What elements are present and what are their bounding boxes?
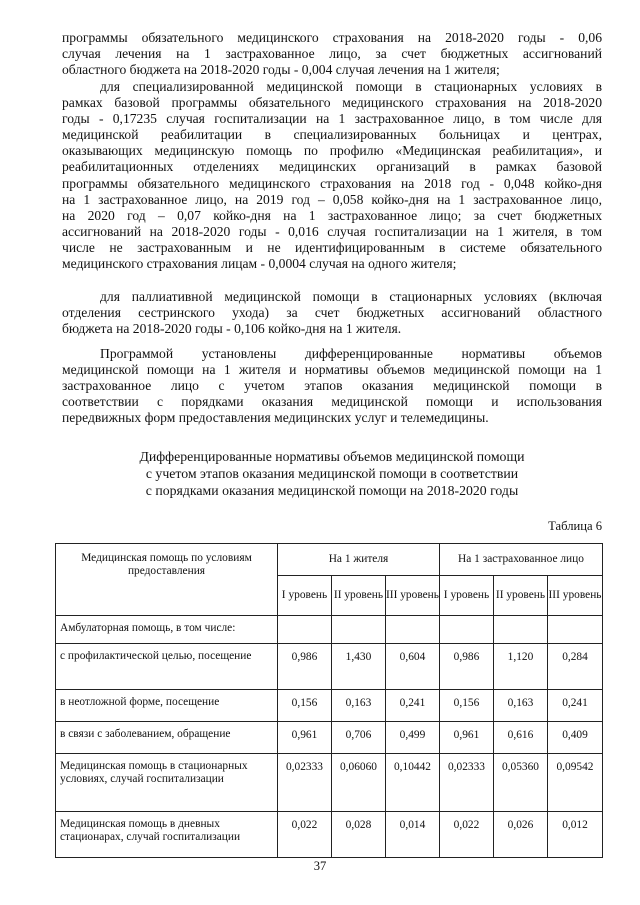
text-line: медицинской реабилитации в специализированных больницах и центрах, [62,127,602,143]
text-line: программы обязательного медицинского страхования на 2018-2020 годы - 0,06 [62,30,602,45]
cell-value: 0,06060 [332,754,386,812]
paragraph-program-standards [62,346,602,426]
text-line: программы обязательного медицинского страхования на 2018 год - 0,048 койко-дня [62,175,602,191]
table-row [56,722,603,754]
text-line: оказывающих медицинскую помощь по профилю «Медицинская реабилитация», и [62,143,602,159]
text-line: реабилитационных отделениях медицинских организаций в рамках базовой [62,159,602,175]
cell-value [386,616,440,644]
cell-value [548,616,603,644]
table-label: Таблица 6 [548,519,602,533]
cell-value: 0,022 [278,812,332,858]
cell-value [332,616,386,644]
column-group-per-resident: На 1 жителя [278,544,440,576]
cell-value: 0,02333 [440,754,494,812]
cell-value [440,616,494,644]
cell-value: 0,156 [440,690,494,722]
cell-value: 0,961 [278,722,332,754]
cell-value: 0,241 [548,690,603,722]
cell-value: 0,499 [386,722,440,754]
cell-value [494,616,548,644]
text-line: для специализированной медицинской помощи в стационарных условиях в [100,79,602,94]
text-line: ассигнований на 2018-2020 годы - 0,016 случая госпитализации на 1 жителя, в том [62,223,602,239]
paragraph-specialized-care [62,79,602,272]
cell-value: 0,028 [332,812,386,858]
text-line: медицинского страхования лицам - 0,0004 случая на одного жителя; [62,256,457,272]
cell-value: 0,09542 [548,754,603,812]
column-header-level: I уровень [278,576,332,616]
cell-value: 0,241 [386,690,440,722]
column-header-level: I уровень [440,576,494,616]
cell-value: 0,604 [386,644,440,690]
cell-value: 0,10442 [386,754,440,812]
cell-value: 0,284 [548,644,603,690]
column-header-level: II уровень [494,576,548,616]
text-line: числе не застрахованным и не идентифицированным в системе обязательного [62,239,602,255]
table-heading [62,448,602,499]
row-label: Амбулаторная помощь, в том числе: [56,616,278,644]
standards-table [55,543,603,858]
cell-value: 0,05360 [494,754,548,812]
cell-value: 0,409 [548,722,603,754]
cell-value: 0,026 [494,812,548,858]
cell-value: 0,163 [494,690,548,722]
row-label: в связи с заболеванием, обращение [56,722,278,754]
text-line: застрахованное лицо с учетом этапов оказания медицинской помощи в [62,378,602,394]
cell-value: 0,02333 [278,754,332,812]
table-row [56,616,603,644]
cell-value: 0,986 [440,644,494,690]
table-row [56,644,603,690]
heading-line: Дифференцированные нормативы объемов медицинской помощи [139,449,525,464]
column-header-level: III уровень [548,576,603,616]
paragraph-palliative-care [62,289,602,337]
table-row [56,754,603,812]
table-row [56,812,603,858]
cell-value: 0,986 [278,644,332,690]
column-header-level: III уровень [386,576,440,616]
cell-value: 0,012 [548,812,603,858]
text-line: годы - 0,17235 случая госпитализации на 1 застрахованное лицо, в том числе для [62,111,602,127]
text-line: областного бюджета на 2018-2020 годы - 0,004 случая лечения на 1 жителя; [62,62,500,78]
page-number: 37 [313,859,327,873]
cell-value: 1,430 [332,644,386,690]
text-line: соответствии с порядками оказания медицинской помощи и использования [62,394,602,410]
text-line: передвижных форм предоставления медицинских услуг и телемедицины. [62,410,489,426]
row-label: Медицинская помощь в дневных стационарах, случай госпитализации [56,812,278,858]
column-header-level: II уровень [332,576,386,616]
text-line: на 2020 год – 0,07 койко-дня на 1 застрахованное лицо; за счет бюджетных [62,207,602,223]
text-line: на 1 застрахованное лицо, на 2019 год – 0,058 койко-дня на 1 застрахованное лицо, [62,191,602,207]
row-label: Медицинская помощь в стационарных условиях, случай госпитализации [56,754,278,812]
text-line: бюджета на 2018-2020 годы - 0,106 койко-дня на 1 жителя. [62,321,402,337]
text-line: Программой установлены дифференцированные нормативы объемов [100,346,602,361]
text-line: рамках базовой программы обязательного медицинского страхования на 2018-2020 [62,95,602,111]
cell-value: 0,616 [494,722,548,754]
column-header-care-type: Медицинская помощь по условиям предоставления [56,544,278,616]
cell-value: 0,961 [440,722,494,754]
text-line: для паллиативной медицинской помощи в стационарных условиях (включая [100,289,602,304]
text-line: медицинской помощи на 1 жителя и нормативы объемов медицинской помощи на 1 [62,362,602,378]
text-line: случая лечения на 1 застрахованное лицо, за счет бюджетных ассигнований [62,46,602,62]
row-label: с профилактической целью, посещение [56,644,278,690]
cell-value: 0,022 [440,812,494,858]
cell-value: 0,014 [386,812,440,858]
paragraph-outpatient-continuation [62,30,602,78]
column-group-per-insured: На 1 застрахованное лицо [440,544,603,576]
table-row [56,690,603,722]
cell-value: 1,120 [494,644,548,690]
heading-line: с учетом этапов оказания медицинской помощи в соответствии [145,466,519,481]
cell-value: 0,156 [278,690,332,722]
cell-value: 0,706 [332,722,386,754]
cell-value [278,616,332,644]
cell-value: 0,163 [332,690,386,722]
text-line: отделения сестринского ухода) за счет бюджетных ассигнований областного [62,305,602,321]
row-label: в неотложной форме, посещение [56,690,278,722]
heading-line: с порядками оказания медицинской помощи на 2018-2020 годы [145,483,519,498]
